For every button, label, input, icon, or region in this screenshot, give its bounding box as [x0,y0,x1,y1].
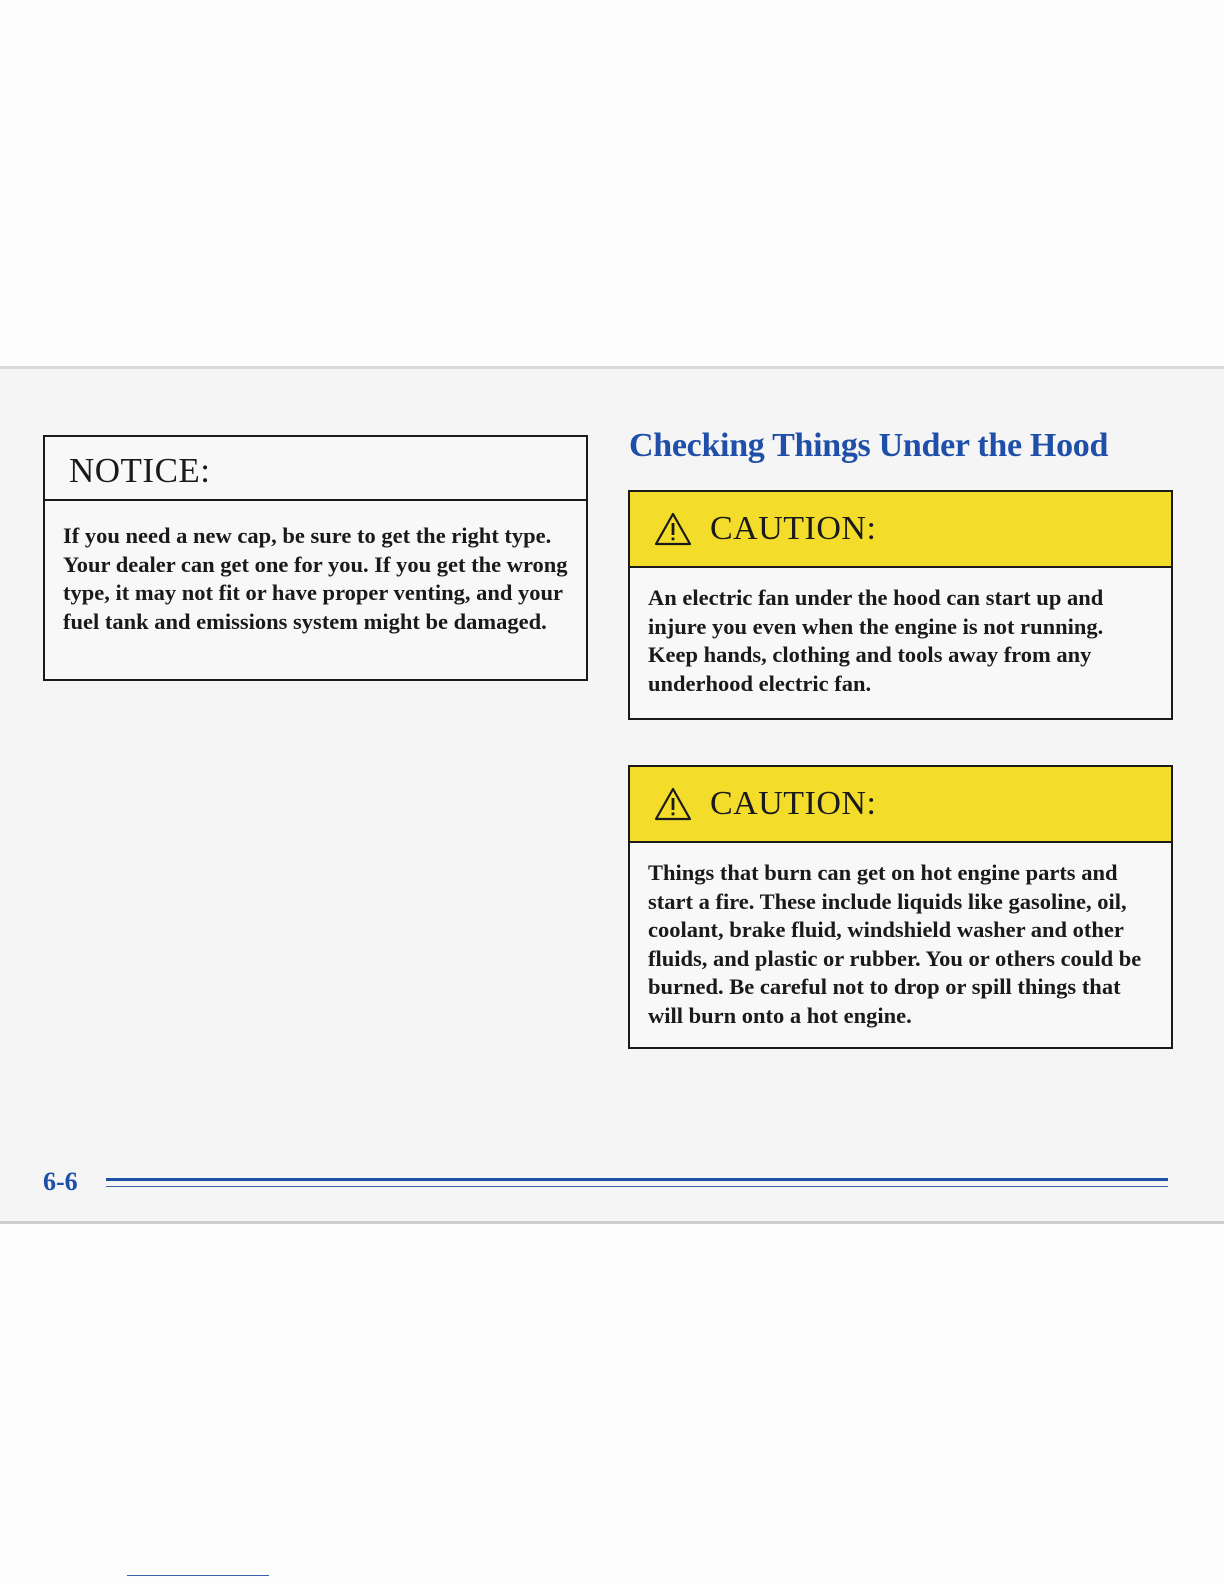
notice-heading: NOTICE: [45,437,586,501]
caution-header [630,767,1171,843]
notice-body: If you need a new cap, be sure to get the right type. Your dealer can get one for you. If you get the wrong type, it may not fit or have proper venting, and your fuel tank and emissions system might be damaged. [63,523,568,634]
footer-rule [106,1178,1168,1181]
warning-triangle-icon [654,787,692,821]
caution-box-fan [628,490,1173,720]
caution-body: An electric fan under the hood can start up and injure you even when the engine is not running. Keep hands, clothing and tools away from any underhood electric fan. [648,585,1104,696]
notice-box [43,435,588,681]
section-title: Checking Things Under the Hood [629,427,1109,464]
caution-body: Things that burn can get on hot engine parts and start a fire. These include liquids like gasoline, oil, coolant, brake fluid, windshield washer and other fluids, and plastic or rubber. You or others could be burned. Be careful not to drop or spill things that will burn onto a hot engine. [648,860,1142,1028]
caution-box-fire [628,765,1173,1049]
caution-heading: CAUTION: [710,785,877,822]
caution-heading: CAUTION: [710,510,877,547]
caution-header [630,492,1171,568]
bottom-mark [127,1575,269,1576]
warning-triangle-icon [654,512,692,546]
footer-rule-thin [106,1186,1168,1187]
page-number: 6-6 [43,1167,78,1196]
